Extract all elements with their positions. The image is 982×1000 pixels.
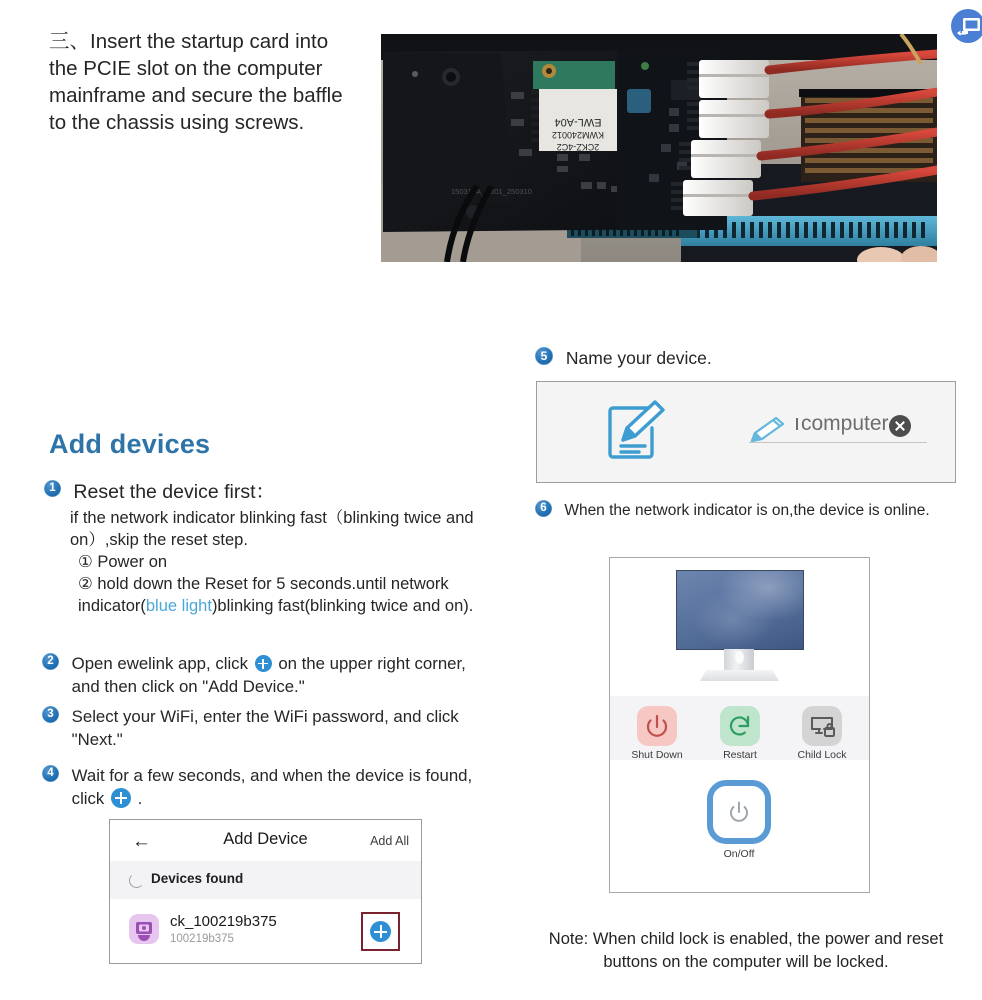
step-6 xyxy=(535,500,935,521)
field-underline xyxy=(749,442,927,443)
step-5-text: Name your device. xyxy=(565,348,712,368)
step-2-text-b: on the upper right corner, and then click on "Add Device." xyxy=(71,654,466,696)
quick-actions-strip xyxy=(610,696,869,760)
power-icon xyxy=(637,706,677,746)
step-5 xyxy=(535,347,965,370)
step-1-line-2: ① Power on xyxy=(78,553,168,571)
device-name-value: computer xyxy=(801,412,889,435)
step-3-text: Select your WiFi, enter the WiFi password, and click "Next." xyxy=(71,707,459,749)
pcie-card-installed-photo xyxy=(381,34,937,262)
step-2-text xyxy=(72,653,480,698)
step-6-text: When the network indicator is on,the device is online. xyxy=(564,502,930,519)
step-1-line-1: if the network indicator blinking fast（blinking twice and on）,skip the reset step. xyxy=(70,509,474,549)
on-off-button[interactable] xyxy=(707,780,771,844)
app-title: Add Device xyxy=(223,830,308,848)
pencil-icon xyxy=(749,416,789,449)
app-header xyxy=(110,820,421,861)
svg-text:EWL-A04: EWL-A04 xyxy=(554,116,602,128)
device-control-screenshot xyxy=(609,557,870,893)
add-device-highlight-box xyxy=(361,912,400,951)
child-lock-label: Child Lock xyxy=(797,749,847,761)
on-off-label: On/Off xyxy=(723,848,755,860)
step-1 xyxy=(44,480,494,617)
plus-circle-icon xyxy=(111,788,131,808)
shut-down-label: Shut Down xyxy=(631,749,683,761)
step-3 xyxy=(42,706,482,751)
monitor-base xyxy=(700,670,779,681)
blue-light-highlight: blue light xyxy=(145,597,212,615)
step-2 xyxy=(42,653,482,698)
text-caret xyxy=(796,418,798,430)
devices-found-label: Devices found xyxy=(151,871,244,886)
add-device-app-screenshot xyxy=(109,819,422,964)
screen-share-badge-icon[interactable] xyxy=(951,9,982,43)
restart-button[interactable] xyxy=(720,706,760,761)
child-lock-note: Note: When child lock is enabled, the power and reset buttons on the computer will be locked. xyxy=(548,930,944,971)
svg-text:150310A_Y501_250310: 150310A_Y501_250310 xyxy=(451,187,532,196)
device-subtitle: 100219b375 xyxy=(170,933,234,945)
step-1-line-3-c: )blinking fast(blinking twice and on). xyxy=(211,597,474,615)
list-item[interactable] xyxy=(120,905,411,955)
step-1-title: Reset the device first： xyxy=(73,481,276,503)
monitor-lock-icon xyxy=(802,706,842,746)
monitor-screen xyxy=(676,570,804,650)
back-arrow-icon[interactable]: ← xyxy=(132,831,151,852)
clear-circle-icon[interactable] xyxy=(889,415,911,437)
monitor-cable-hole xyxy=(735,651,744,664)
step-5-badge: 5 xyxy=(535,347,553,365)
name-device-screenshot xyxy=(536,381,956,483)
restart-label: Restart xyxy=(723,749,757,761)
step-4-badge: 4 xyxy=(42,765,59,782)
step-4 xyxy=(42,765,482,810)
step-1-badge: 1 xyxy=(44,480,61,497)
step-1-line-3 xyxy=(78,573,494,617)
on-off-control xyxy=(707,780,771,860)
intro-paragraph: 三、Insert the startup card into the PCIE slot on the computer mainframe and secure the baffle to the chassis using screws. xyxy=(49,30,343,134)
step-6-badge: 6 xyxy=(535,500,552,517)
devices-found-section xyxy=(110,861,421,899)
plus-circle-icon[interactable] xyxy=(370,921,391,942)
step-2-badge: 2 xyxy=(42,653,59,670)
child-lock-button[interactable] xyxy=(797,706,847,761)
step-3-badge: 3 xyxy=(42,706,59,723)
desktop-monitor-image xyxy=(662,570,817,682)
plus-circle-icon xyxy=(255,655,272,672)
step-4-text xyxy=(72,765,480,810)
refresh-icon xyxy=(720,706,760,746)
loading-spinner-icon xyxy=(129,873,144,888)
step-2-text-a: Open ewelink app, click xyxy=(71,654,248,673)
shut-down-button[interactable] xyxy=(631,706,683,761)
step-4-text-b: . xyxy=(137,788,143,808)
power-icon xyxy=(724,797,754,827)
add-all-button[interactable]: Add All xyxy=(370,834,409,848)
step-1-line-3-a: ② hold down the Reset for 5 seconds.until network indicator( xyxy=(78,575,449,615)
svg-text:2CKZ-4C2: 2CKZ-4C2 xyxy=(556,142,600,152)
svg-text:KWM240012: KWM240012 xyxy=(551,130,605,140)
edit-document-icon xyxy=(599,396,671,473)
computer-device-icon xyxy=(129,914,159,944)
step-4-text-a: Wait for a few seconds, and when the device is found, click xyxy=(71,766,473,808)
page-title: Add devices xyxy=(49,429,211,459)
device-name: ck_100219b375 xyxy=(170,913,277,930)
